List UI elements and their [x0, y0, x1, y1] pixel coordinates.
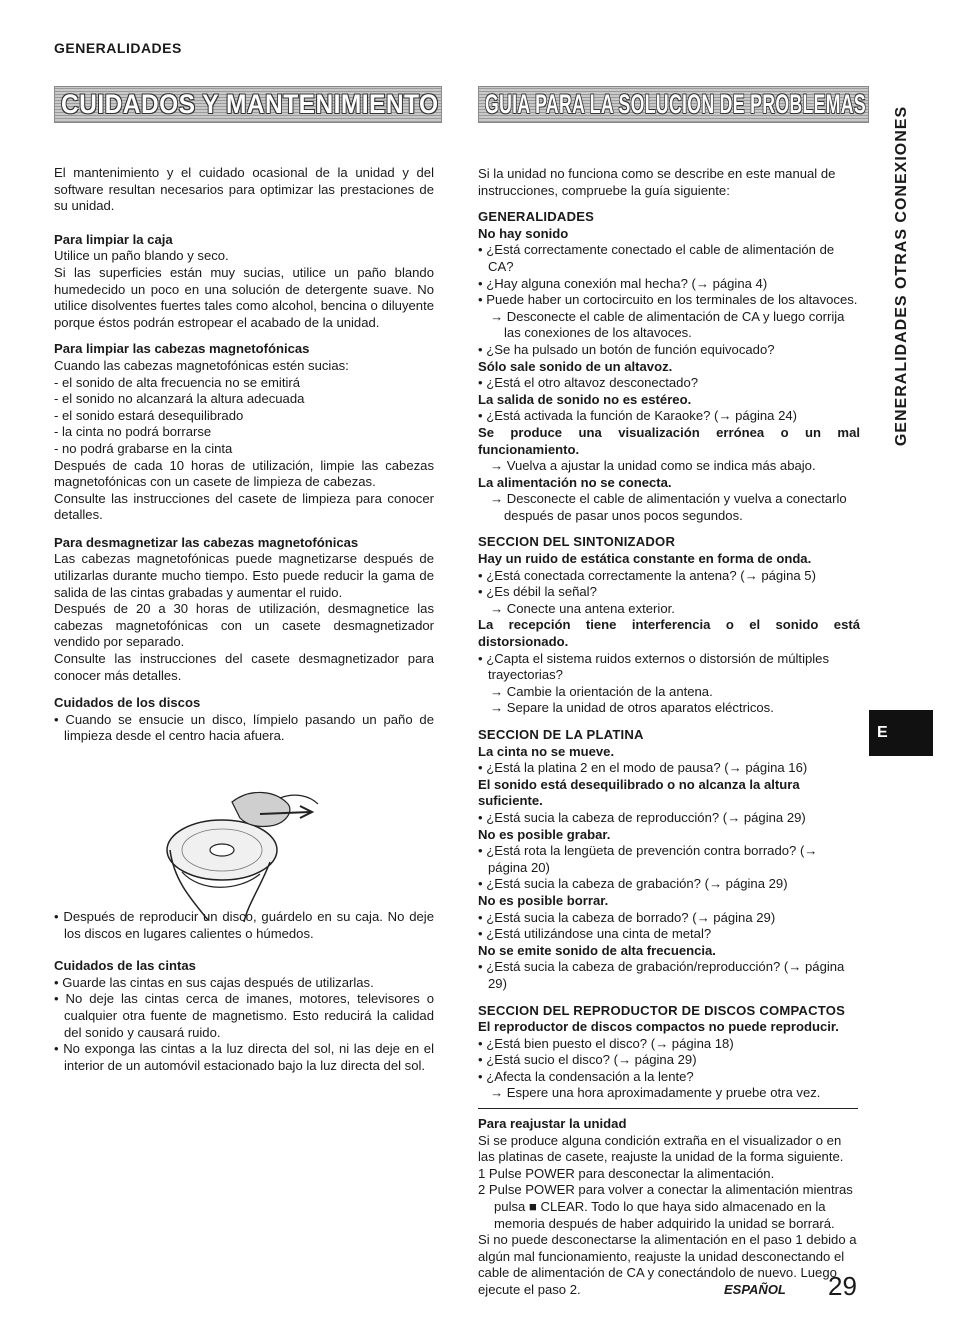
- caja-p1: Utilice un paño blando y seco.: [54, 248, 229, 264]
- heading-sintonizador: SECCION DEL SINTONIZADOR: [478, 534, 676, 550]
- heading-cd: SECCION DEL REPRODUCTOR DE DISCOS COMPACTOS: [478, 1002, 846, 1018]
- problem-recepcion: La recepción tiene interferencia o el sonido está distorsionado.: [478, 617, 860, 650]
- desmag-p2: Después de 20 a 30 horas de utilización, desmagnetice las cabezas magnetofónicas con un casete desmagnetizador vendido por separado.: [54, 601, 434, 650]
- heading-platina: SECCION DE LA PLATINA: [478, 727, 644, 742]
- problem-no-grabar: No es posible grabar.: [478, 826, 611, 842]
- left-column: [54, 165, 434, 1074]
- remedy-item: → Vuelva a ajustar la unidad como se indica más abajo.: [490, 458, 816, 474]
- problem-desequilibrado: El sonido está desequilibrado o no alcanza la altura suficiente.: [478, 776, 800, 809]
- remedy-item: → Separe la unidad de otros aparatos eléctricos.: [490, 700, 774, 716]
- check-item: • ¿Está sucia la cabeza de reproducción? (→ página 29): [478, 809, 806, 825]
- language-tab: E: [869, 710, 933, 756]
- cabezas-item: - el sonido de alta frecuencia no se emitirá: [54, 374, 301, 390]
- check-item: • Puede haber un cortocircuito en los terminales de los altavoces.: [478, 292, 858, 308]
- discos-b2: • Después de reproducir un disco, guárdelo en su caja. No deje los discos en lugares calientes o húmedos.: [54, 909, 434, 941]
- check-item: • ¿Hay alguna conexión mal hecha? (→ página 4): [478, 275, 768, 291]
- check-item: • ¿Capta el sistema ruidos externos o distorsión de múltiples trayectorias?: [478, 650, 829, 683]
- desmag-p1: Las cabezas magnetofónicas puede magnetizarse después de utilizarlas durante mucho tiempo. Esto puede reducir la gama de salida de las cintas grabadas y aumentar el ruido.: [54, 551, 434, 600]
- check-item: • ¿Está sucia la cabeza de grabación? (→ página 29): [478, 876, 788, 892]
- check-item: • ¿Afecta la condensación a la lente?: [478, 1068, 694, 1084]
- problem-alimentacion: La alimentación no se conecta.: [478, 474, 672, 490]
- reajustar-step-1: 1 Pulse POWER para desconectar la alimentación.: [478, 1165, 775, 1181]
- problem-cd-no-reproduce: El reproductor de discos compactos no puede reproducir.: [478, 1019, 839, 1035]
- remedy-item: → Desconecte el cable de alimentación y vuelva a conectarlo después de pasar unos pocos segundos.: [490, 491, 847, 523]
- divider-rule: [478, 1108, 858, 1109]
- right-intro: Si la unidad no funciona como se describe en este manual de instrucciones, compruebe la guía siguiente:: [478, 166, 836, 198]
- check-item: • ¿Está sucio el disco? (→ página 29): [478, 1052, 697, 1068]
- heading-cabezas: Para limpiar las cabezas magnetofónicas: [54, 341, 310, 357]
- problem-no-borrar: No es posible borrar.: [478, 892, 609, 908]
- reajustar-step-2: 2 Pulse POWER para volver a conectar la alimentación mientras pulsa ■ CLEAR. Todo lo que haya sido almacenado en la memoria después de haber adquirido la unidad se borrará.: [478, 1182, 853, 1231]
- problem-no-sonido: No hay sonido: [478, 225, 569, 241]
- remedy-item: → Espere una hora aproximadamente y pruebe otra vez.: [490, 1085, 821, 1101]
- remedy-item: → Conecte una antena exterior.: [490, 600, 675, 616]
- problem-ruido: Hay un ruido de estática constante en forma de onda.: [478, 551, 812, 567]
- footer-language: ESPAÑOL: [724, 1282, 786, 1297]
- check-item: • ¿Está bien puesto el disco? (→ página 18): [478, 1035, 734, 1051]
- check-item: • ¿Está conectada correctamente la antena? (→ página 5): [478, 567, 816, 583]
- check-item: • ¿Está sucia la cabeza de borrado? (→ página 29): [478, 909, 776, 925]
- page-number: 29: [828, 1271, 857, 1301]
- heading-generalidades: GENERALIDADES: [478, 209, 595, 225]
- check-item: • ¿Está correctamente conectado el cable de alimentación de CA?: [478, 242, 835, 274]
- reset-section: [478, 1116, 860, 1299]
- remedy-item: → Desconecte el cable de alimentación de CA y luego corrija las conexiones de los altavoces.: [490, 308, 845, 341]
- reajustar-p2: Si no puede desconectarse la alimentación en el paso 1 debido a algún mal funcionamiento, reajuste la unidad desconectando el cable de alimentación de CA y conectándolo de nuevo. Luego ejecute el paso 2.: [478, 1232, 857, 1297]
- intro-text: El mantenimiento y el cuidado ocasional de la unidad y del software resultan necesarios para optimizar las prestaciones de su unidad.: [54, 165, 434, 214]
- check-item: • ¿Está la platina 2 en el modo de pausa? (→ página 16): [478, 760, 808, 776]
- heading-reajustar: Para reajustar la unidad: [478, 1116, 627, 1131]
- caja-p2: Si las superficies están muy sucias, utilice un paño blando humedecido un poco en una solución de detergente suave. No utilice disolventes fuertes tales como alcohol, bencina o diluyente porque éstos podrán estropear el acabado de la unidad.: [54, 264, 434, 330]
- cabezas-p2: Después de cada 10 horas de utilización, limpie las cabezas magnetofónicas con un casete de limpieza de cabezas.: [54, 457, 434, 490]
- problem-solo-altavoz: Sólo sale sonido de un altavoz.: [478, 358, 673, 374]
- problem-alta-frecuencia: No se emite sonido de alta frecuencia.: [478, 942, 716, 958]
- side-tab-text: GENERALIDADES OTRAS CONEXIONES: [893, 105, 910, 447]
- cintas-b1: • Guarde las cintas en sus cajas después de utilizarlas.: [54, 974, 374, 990]
- cintas-b3: • No exponga las cintas a la luz directa del sol, ni las deje en el interior de un automóvil estacionado bajo la luz directa del sol.: [54, 1041, 434, 1073]
- discos-b1: • Cuando se ensucie un disco, límpielo pasando un paño de limpieza desde el centro hacia afuera.: [54, 711, 434, 744]
- reajustar-p1: Si se produce alguna condición extraña en el visualizador o en las platinas de casete, reajuste la unidad de la forma siguiente.: [478, 1132, 844, 1165]
- right-column: [478, 166, 860, 1102]
- check-item: • ¿Está el otro altavoz desconectado?: [478, 375, 699, 391]
- cabezas-item: - la cinta no podrá borrarse: [54, 424, 212, 440]
- check-item: • ¿Es débil la señal?: [478, 584, 597, 600]
- check-item: • ¿Está sucia la cabeza de grabación/reproducción? (→ página 29): [478, 959, 845, 991]
- problem-visualizacion: Se produce una visualización errónea o un mal funcionamiento.: [478, 424, 860, 457]
- disc-cleaning-illustration: [160, 780, 320, 930]
- remedy-item: → Cambie la orientación de la antena.: [490, 683, 713, 699]
- heading-caja: Para limpiar la caja: [54, 231, 173, 247]
- cabezas-item: - no podrá grabarse en la cinta: [54, 440, 233, 456]
- check-item: • ¿Está activada la función de Karaoke? (→ página 24): [478, 408, 798, 424]
- heading-cintas: Cuidados de las cintas: [54, 958, 196, 974]
- cabezas-p3: Consulte las instrucciones del casete de limpieza para conocer detalles.: [54, 490, 434, 523]
- problem-estereo: La salida de sonido no es estéreo.: [478, 391, 692, 407]
- heading-desmag: Para desmagnetizar las cabezas magnetofónicas: [54, 534, 359, 550]
- side-tab: [872, 86, 932, 466]
- check-item: • ¿Está utilizándose una cinta de metal?: [478, 926, 712, 942]
- cabezas-item: - el sonido no alcanzará la altura adecuada: [54, 391, 305, 407]
- heading-discos: Cuidados de los discos: [54, 695, 201, 711]
- cabezas-intro: Cuando las cabezas magnetofónicas estén sucias:: [54, 357, 349, 373]
- banner-guia: GUIA PARA LA SOLUCION DE PROBLEMAS: [478, 86, 869, 123]
- check-item: • ¿Se ha pulsado un botón de función equivocado?: [478, 341, 775, 357]
- banner-cuidados: CUIDADOS Y MANTENIMIENTO: [54, 86, 442, 123]
- desmag-p3: Consulte las instrucciones del casete desmagnetizador para conocer más detalles.: [54, 651, 434, 683]
- section-label: GENERALIDADES: [54, 40, 182, 56]
- cabezas-item: - el sonido estará desequilibrado: [54, 407, 244, 423]
- problem-cinta-no-mueve: La cinta no se mueve.: [478, 743, 615, 759]
- cintas-b2: • No deje las cintas cerca de imanes, motores, televisores o cualquier otra fuente de magnetismo. Esto reducirá la calidad del sonido y causará ruido.: [54, 991, 434, 1040]
- check-item: • ¿Está rota la lengüeta de prevención contra borrado? (→ página 20): [478, 843, 818, 875]
